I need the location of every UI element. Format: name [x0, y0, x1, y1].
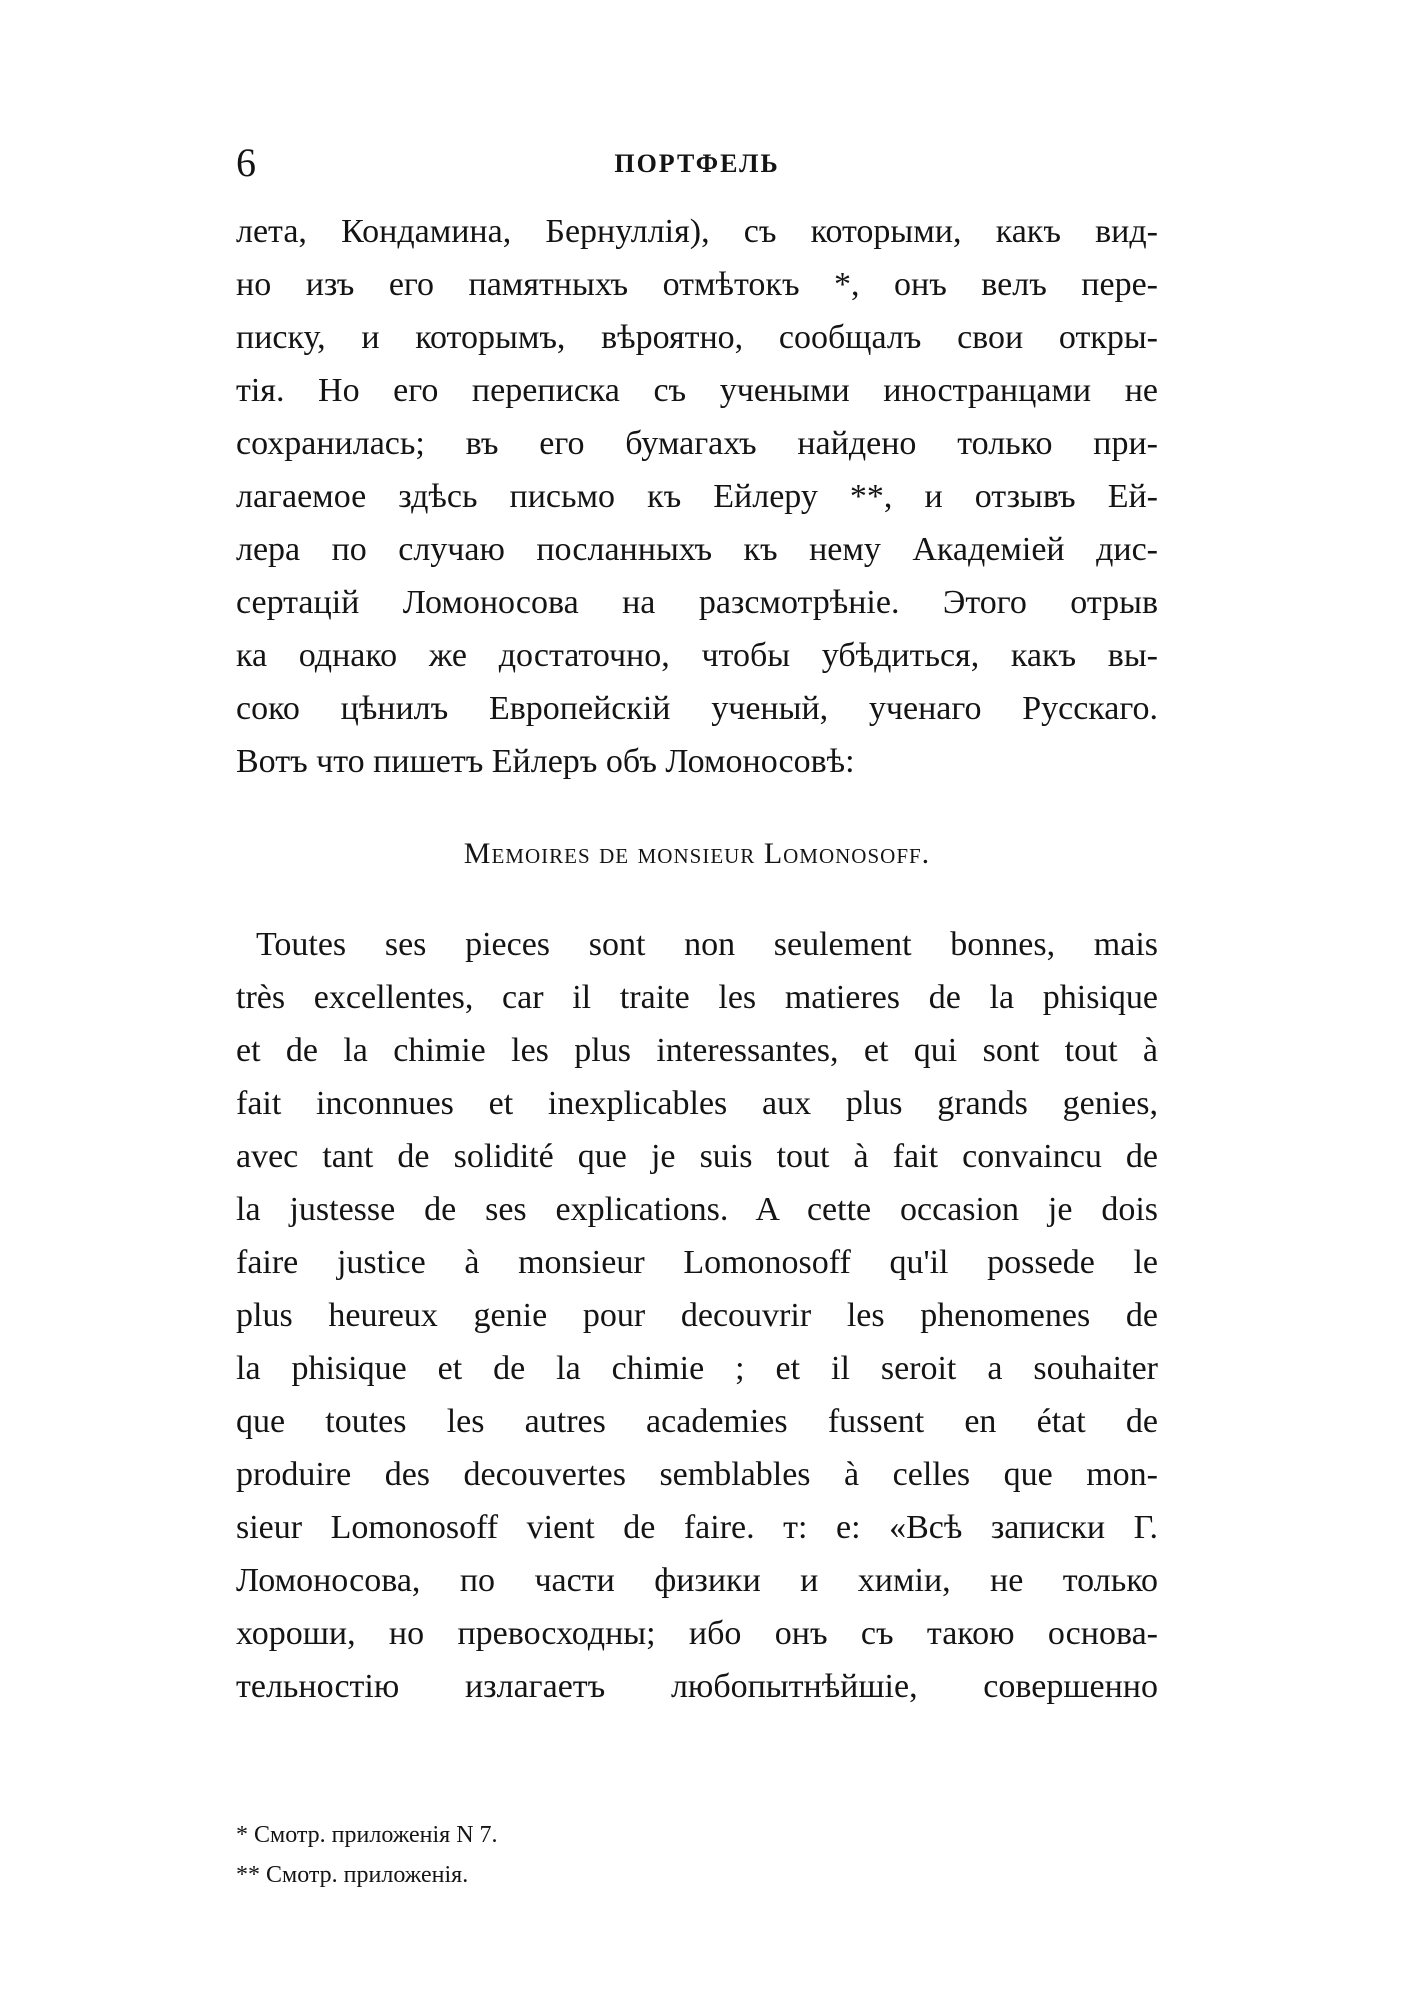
text-line: ка однако же достаточно, чтобы убѣдиться, какъ вы- [236, 637, 1158, 674]
text-line: тія. Но его переписка съ учеными иностранцами не [236, 372, 1158, 409]
text-line: très excellentes, car il traite les matieres de la phisique [236, 979, 1158, 1016]
text-line: хороши, но превосходны; ибо онъ съ такою основа- [236, 1615, 1158, 1652]
text-line: сертацій Ломоносова на разсмотрѣніе. Этого отрыв [236, 584, 1158, 621]
running-head [236, 138, 1158, 188]
text-line: faire justice à monsieur Lomonosoff qu'il possede le [236, 1244, 1158, 1281]
text-line: тельностію излагаетъ любопытнѣйшіе, совершенно [236, 1668, 1158, 1705]
text-line: la phisique et de la chimie ; et il seroit a souhaiter [236, 1350, 1158, 1387]
footnotes [236, 1815, 1158, 1895]
text-line: produire des decouvertes semblables à celles que mon- [236, 1456, 1158, 1493]
footnote: ** Смотр. приложенія. [236, 1862, 469, 1888]
text-line: sieur Lomonosoff vient de faire. т: е: «Всѣ записки Г. [236, 1509, 1158, 1546]
text-line: la justesse de ses explications. A cette occasion je dois [236, 1191, 1158, 1228]
text-line: fait inconnues et inexplicables aux plus grands genies, [236, 1085, 1158, 1122]
text-line: Ломоносова, по части физики и химіи, не только [236, 1562, 1158, 1599]
text-line: avec tant de solidité que je suis tout à fait convaincu de [236, 1138, 1158, 1175]
journal-title: ПОРТФЕЛЬ [614, 149, 780, 178]
text-line: que toutes les autres academies fussent en état de [236, 1403, 1158, 1440]
text-line: лера по случаю посланныхъ къ нему Академіей дис- [236, 531, 1158, 568]
text-line: но изъ его памятныхъ отмѣтокъ *, онъ велъ пере- [236, 266, 1158, 303]
text-line: писку, и которымъ, вѣроятно, сообщалъ свои откры- [236, 319, 1158, 356]
section-heading: Memoires de monsieur Lomonosoff. [463, 837, 931, 870]
footnote: * Смотр. приложенія N 7. [236, 1822, 498, 1848]
text-line: Toutes ses pieces sont non seulement bonnes, mais [256, 926, 1158, 963]
text-line: plus heureux genie pour decouvrir les phenomenes de [236, 1297, 1158, 1334]
text-line: сохранилась; въ его бумагахъ найдено только при- [236, 425, 1158, 462]
russian-paragraph [236, 205, 1158, 788]
page-number: 6 [236, 140, 256, 185]
text-line: соко цѣнилъ Европейскій ученый, ученаго Русскаго. [236, 690, 1158, 727]
text-line: Вотъ что пишетъ Ейлеръ объ Ломоносовѣ: [236, 743, 855, 780]
french-paragraph [236, 918, 1158, 1713]
text-line: et de la chimie les plus interessantes, et qui sont tout à [236, 1032, 1158, 1069]
text-line: лета, Кондамина, Бернуллія), съ которыми, какъ вид- [236, 213, 1158, 250]
text-line: лагаемое здѣсь письмо къ Ейлеру **, и отзывъ Ей- [236, 478, 1158, 515]
